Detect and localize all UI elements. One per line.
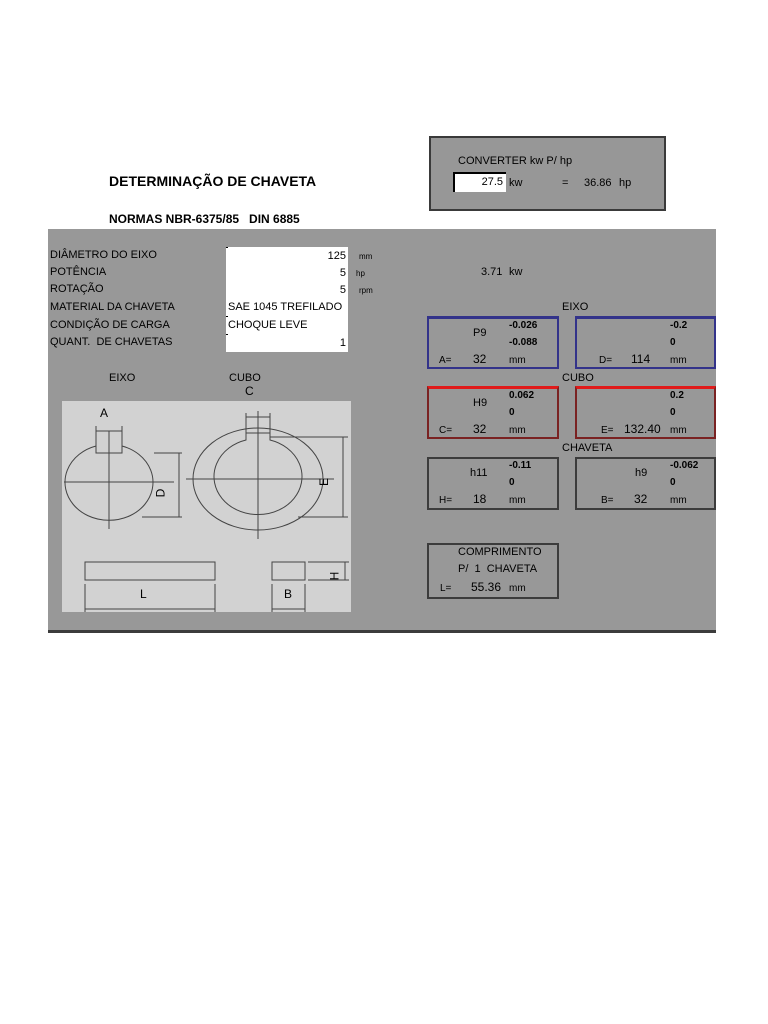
key-end-view [272,562,305,580]
section-chaveta: CHAVETA [562,442,613,454]
l-value: 55.36 [471,580,502,594]
h-lower: 0 [509,477,515,488]
unit-hp: hp [356,269,365,278]
chaveta-h-fit: h11 [470,467,488,479]
drawing-caption-cubo: CUBO [229,372,261,384]
potencia-field[interactable]: 5 [226,265,348,282]
c-value: 32 [473,422,487,436]
label-material: MATERIAL DA CHAVETA [50,301,175,313]
a-value: 32 [473,352,487,366]
h-value: 18 [473,492,487,506]
label-rotacao: ROTAÇÃO [50,283,104,295]
h-upper: -0.11 [509,460,532,471]
d-value: 114 [631,352,651,366]
quantidade-field[interactable]: 1 [226,335,348,352]
power-kw-value: 3.71 [481,266,503,278]
condicao-field[interactable]: CHOQUE LEVE [226,317,348,334]
e-unit: mm [670,425,687,436]
section-eixo: EIXO [562,301,589,313]
converter-label: CONVERTER kw P/ hp [458,155,573,167]
key-length-view [85,562,215,580]
b-lower: 0 [670,477,676,488]
material-field[interactable]: SAE 1045 TREFILADO [226,299,348,316]
kw-unit: kw [509,177,523,189]
cubo-lower: 0 [509,407,515,418]
comprimento-title: COMPRIMENTO [458,546,542,558]
c-unit: mm [509,425,526,436]
cubo-fit: H9 [473,397,488,409]
key-drawing [62,401,351,612]
hp-unit: hp [619,177,632,189]
power-kw-unit: kw [509,266,523,278]
e-lower: 0 [670,407,676,418]
drawing-label-c: C [245,384,254,398]
label-quantidade: QUANT. DE CHAVETAS [50,336,173,348]
drawing-label-l: L [140,587,147,601]
unit-mm: mm [359,252,373,261]
l-unit: mm [509,583,526,594]
d-unit: mm [670,355,687,366]
drawing-label-e: E [317,477,332,487]
chaveta-b-fit: h9 [635,467,648,479]
label-condicao: CONDIÇÃO DE CARGA [50,319,170,331]
section-cubo: CUBO [562,372,594,384]
d-label: D= [599,355,613,366]
equals-sign: = [562,177,569,189]
drawing-label-d: D [153,488,168,498]
b-unit: mm [670,495,687,506]
d-lower: 0 [670,337,676,348]
h-label: H= [439,495,453,506]
a-label: A= [439,355,452,366]
drawing-label-a: A [100,406,109,420]
hp-value: 36.86 [584,177,612,189]
l-label: L= [440,583,452,594]
h-unit: mm [509,495,526,506]
a-unit: mm [509,355,526,366]
unit-rpm: rpm [359,286,373,295]
kw-input[interactable]: 27.5 [453,172,506,192]
b-label: B= [601,495,614,506]
cubo-upper: 0.062 [509,390,535,401]
c-label: C= [439,425,453,436]
b-value: 32 [634,492,648,506]
e-value: 132.40 [624,422,661,436]
d-upper: -0.2 [670,320,688,331]
eixo-upper: -0.026 [509,320,538,331]
label-diametro: DIÂMETRO DO EIXO [50,249,157,261]
page-title: DETERMINAÇÃO DE CHAVETA [109,173,317,189]
eixo-lower: -0.088 [509,337,538,348]
key-drawing-svg [62,401,351,612]
drawing-caption-eixo: EIXO [109,372,136,384]
b-upper: -0.062 [670,460,699,471]
eixo-fit: P9 [473,327,487,339]
rotacao-field[interactable]: 5 [226,282,348,299]
drawing-label-h: H [327,571,342,581]
diametro-field[interactable]: 125 [226,248,348,265]
comprimento-subtitle: P/ 1 CHAVETA [458,563,538,575]
label-potencia: POTÊNCIA [50,266,107,278]
e-upper: 0.2 [670,390,684,401]
drawing-label-b: B [284,587,293,601]
e-label: E= [601,425,614,436]
normas-label: NORMAS NBR-6375/85 DIN 6885 [109,212,300,226]
